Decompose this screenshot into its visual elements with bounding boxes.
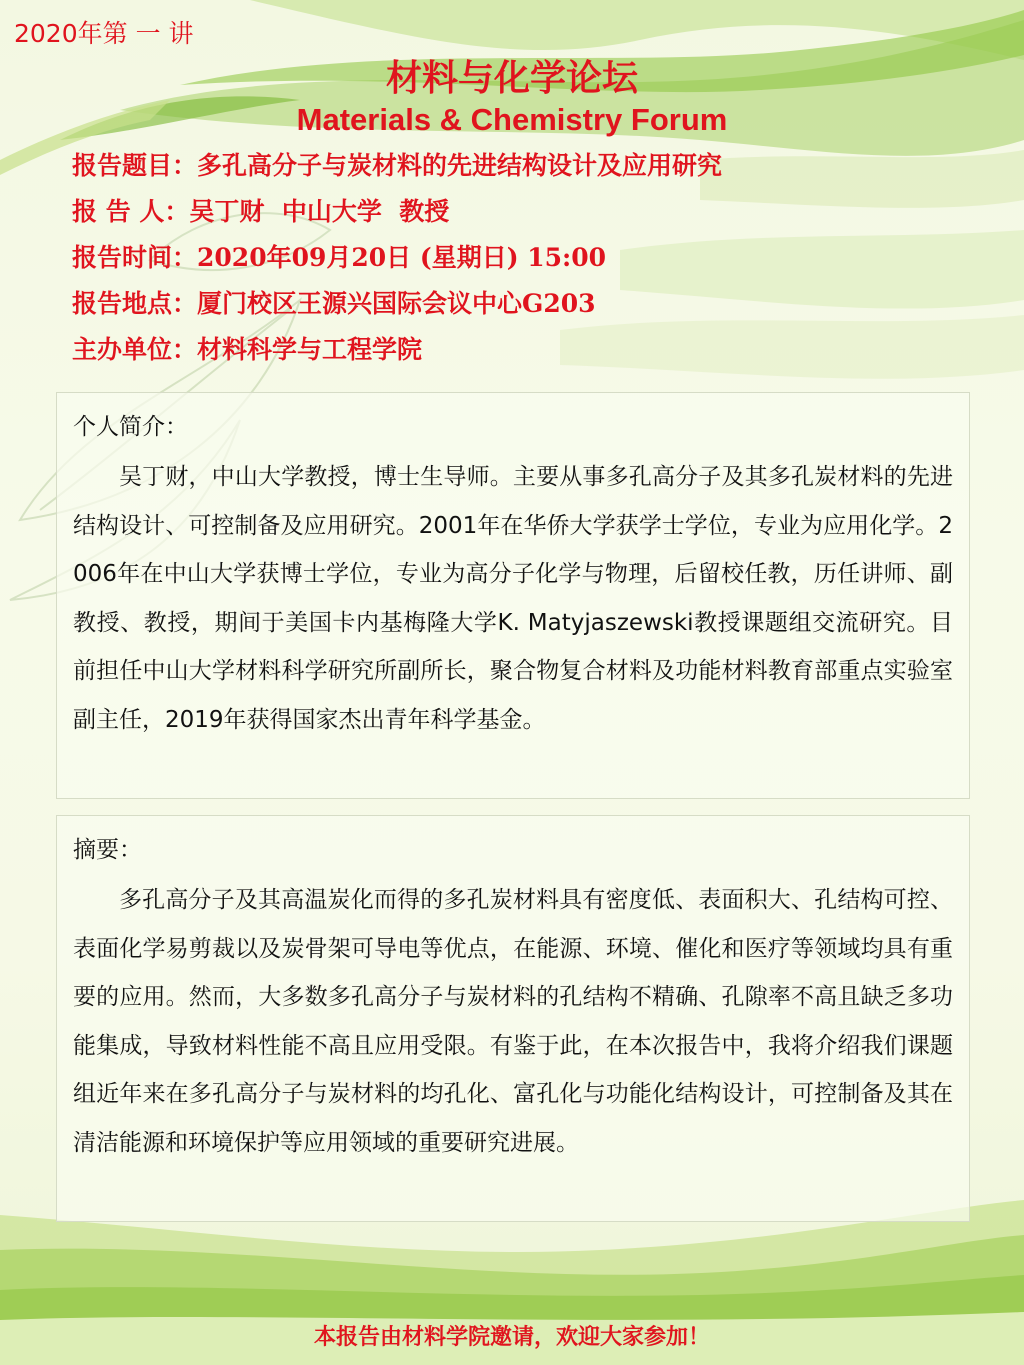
info-label-venue: 报告地点： <box>72 289 198 318</box>
forum-title-cn: 材料与化学论坛 <box>385 58 638 99</box>
info-value-venue: 厦门校区王源兴国际会议中心G203 <box>197 289 596 318</box>
bio-box <box>56 392 970 799</box>
info-label-topic: 报告题目： <box>72 151 198 180</box>
info-row-time <box>72 235 972 281</box>
abstract-box <box>56 815 970 1222</box>
forum-title-en: Materials & Chemistry Forum <box>296 102 728 137</box>
info-row-host <box>72 327 972 373</box>
info-value-topic: 多孔高分子与炭材料的先进结构设计及应用研究 <box>197 151 723 180</box>
info-label-host: 主办单位： <box>72 335 198 364</box>
info-value-host: 材料科学与工程学院 <box>197 335 423 364</box>
bio-heading: 个人简介： <box>73 414 188 440</box>
info-row-speaker <box>72 189 972 235</box>
abstract-text: 多孔高分子及其高温炭化而得的多孔炭材料具有密度低、表面积大、孔结构可控、表面化学易剪裁以及炭骨架可导电等优点，在能源、环境、催化和医疗等领域均具有重要的应用。然而，大多数多孔高分子与炭材料的孔结构不精确、孔隙率不高且缺乏多功能集成，导致材料性能不高且应用受限。有鉴于此，在本次报告中，我将介绍我们课题组近年来在多孔高分子与炭材料的均孔化、富孔化与功能化结构设计，可控制备及其在清洁能源和环境保护等应用领域的重要研究进展。 <box>73 887 953 1156</box>
event-info <box>72 143 972 373</box>
info-label-speaker: 报 告 人： <box>72 197 190 226</box>
lecture-series-label: 2020年第 一 讲 <box>14 19 194 48</box>
info-value-time: 2020年09月20日 (星期日) 15:00 <box>197 243 607 272</box>
info-value-speaker: 吴丁财 中山大学 教授 <box>189 197 450 226</box>
info-row-venue <box>72 281 972 327</box>
bio-text: 吴丁财，中山大学教授，博士生导师。主要从事多孔高分子及其多孔炭材料的先进结构设计、可控制备及应用研究。2001年在华侨大学获学士学位，专业为应用化学。2006年在中山大学获博士学位，专业为高分子化学与物理，后留校任教，历任讲师、副教授、教授，期间于美国卡内基梅隆大学K. Matyjaszewski教授课题组交流研究。目前担任中山大学材料科学研究所副所长，聚合物复合材料及功能材料教育部重点实验室副主任，2019年获得国家杰出青年科学基金。 <box>73 464 953 733</box>
info-row-topic <box>72 143 972 189</box>
abstract-heading: 摘要： <box>73 837 142 863</box>
footer-invitation: 本报告由材料学院邀请，欢迎大家参加！ <box>313 1325 710 1350</box>
info-label-time: 报告时间： <box>72 243 198 272</box>
